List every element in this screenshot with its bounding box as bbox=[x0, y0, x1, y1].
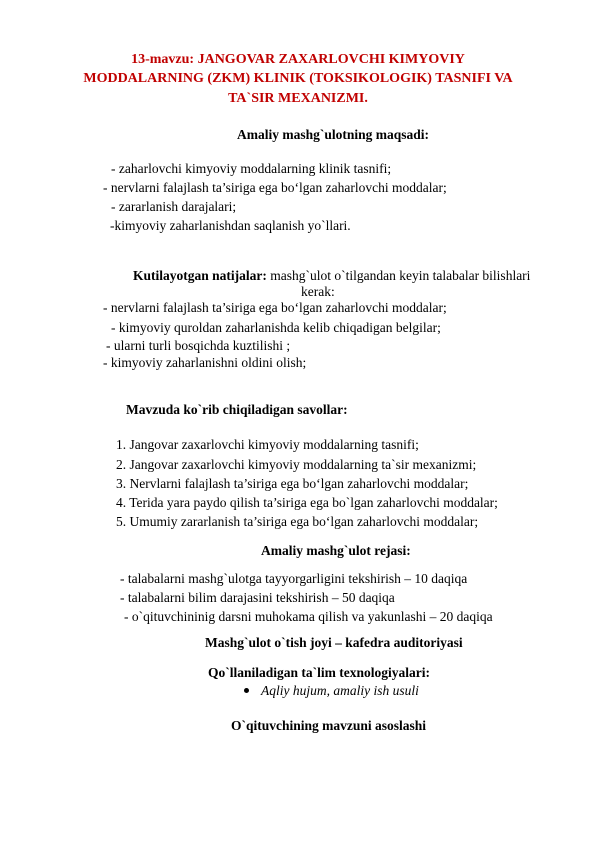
question-item: 5. Umumiy zararlanish ta’siriga ega bo‘lgan zaharlovchi moddalar; bbox=[116, 514, 479, 529]
title-line-1: 13-mavzu: JANGOVAR ZAXARLOVCHI KIMYOVIY bbox=[131, 52, 465, 67]
results-item: - nervlarni falajlash ta’siriga ega bo‘lgan zaharlovchi moddalar; bbox=[103, 300, 447, 315]
results-intro-2: kerak: bbox=[301, 284, 335, 299]
question-item: 2. Jangovar zaxarlovchi kimyoviy moddalarning ta`sir mexanizmi; bbox=[116, 457, 477, 472]
plan-item: - o`qituvchininig darsni muhokama qilish va yakunlashi – 20 daqiqa bbox=[124, 609, 493, 624]
question-item: 3. Nervlarni falajlash ta’siriga ega bo‘lgan zaharlovchi moddalar; bbox=[116, 476, 469, 491]
goal-item: -kimyoviy zaharlanishdan saqlanish yo`llari. bbox=[110, 218, 351, 233]
plan-item: - talabalarni bilim darajasini tekshirish – 50 daqiqa bbox=[120, 590, 395, 605]
plan-item: - talabalarni mashg`ulotga tayyorgarligini tekshirish – 10 daqiqa bbox=[120, 571, 468, 586]
technologies-item-text: Aqliy hujum, amaliy ish usuli bbox=[261, 683, 419, 698]
results-intro: mashg`ulot o`tilgandan keyin talabalar bilishlari bbox=[266, 268, 531, 283]
title-line-3: TA`SIR MEXANIZMI. bbox=[228, 91, 368, 106]
location-line: Mashg`ulot o`tish joyi – kafedra auditoriyasi bbox=[205, 635, 463, 650]
technologies-heading: Qo`llaniladigan ta`lim texnologiyalari: bbox=[208, 665, 430, 680]
bullet-icon bbox=[244, 688, 249, 693]
question-item: 1. Jangovar zaxarlovchi kimyoviy moddalarning tasnifi; bbox=[116, 437, 419, 452]
title-line-2: MODDALARNING (ZKM) KLINIK (TOKSIKOLOGIK) TASNIFI VA bbox=[83, 71, 513, 86]
question-item: 4. Terida yara paydo qilish ta’siriga ega bo`lgan zaharlovchi moddalar; bbox=[116, 495, 498, 510]
questions-heading: Mavzuda ko`rib chiqiladigan savollar: bbox=[126, 402, 348, 417]
technologies-item bbox=[244, 683, 419, 699]
goal-item: - zaharlovchi kimyoviy moddalarning klinik tasnifi; bbox=[111, 161, 392, 176]
teacher-heading: O`qituvchining mavzuni asoslashi bbox=[231, 718, 427, 733]
results-item: - ularni turli bosqichda kuztilishi ; bbox=[106, 338, 291, 353]
results-item: - kimyoviy zaharlanishni oldini olish; bbox=[103, 355, 307, 370]
plan-heading: Amaliy mashg`ulot rejasi: bbox=[261, 543, 411, 558]
results-heading: Kutilayotgan natijalar: bbox=[133, 268, 267, 283]
goal-item: - nervlarni falajlash ta’siriga ega bo‘lgan zaharlovchi moddalar; bbox=[103, 180, 447, 195]
goal-heading: Amaliy mashg`ulotning maqsadi: bbox=[237, 127, 430, 142]
results-item: - kimyoviy quroldan zaharlanishda kelib chiqadigan belgilar; bbox=[111, 320, 441, 335]
results-intro-line bbox=[133, 268, 530, 284]
goal-item: - zararlanish darajalari; bbox=[111, 199, 237, 214]
